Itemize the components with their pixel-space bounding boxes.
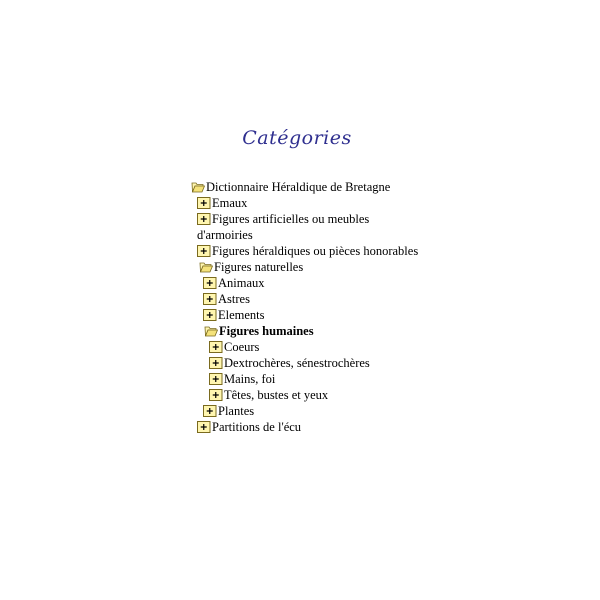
plus-box-icon[interactable] bbox=[203, 277, 217, 289]
tree-node-astres[interactable] bbox=[191, 291, 421, 307]
tree-node-label[interactable]: Figures naturelles bbox=[214, 260, 304, 274]
tree-node-partitions[interactable] bbox=[191, 419, 421, 435]
tree-node-figures-naturelles[interactable] bbox=[191, 259, 421, 275]
tree-node-label[interactable]: Coeurs bbox=[224, 340, 260, 354]
plus-box-icon[interactable] bbox=[209, 373, 223, 385]
tree-node-coeurs[interactable] bbox=[191, 339, 421, 355]
tree-node-label[interactable]: Animaux bbox=[218, 276, 265, 290]
tree-node-elements[interactable] bbox=[191, 307, 421, 323]
tree-node-label[interactable]: Têtes, bustes et yeux bbox=[224, 388, 329, 402]
plus-box-icon[interactable] bbox=[197, 197, 211, 209]
tree-node-emaux[interactable] bbox=[191, 195, 421, 211]
plus-box-icon[interactable] bbox=[203, 293, 217, 305]
tree-node-tetes-bustes[interactable] bbox=[191, 387, 421, 403]
tree-node-figures-humaines[interactable] bbox=[191, 323, 421, 339]
folder-open-icon[interactable] bbox=[199, 261, 213, 273]
plus-box-icon[interactable] bbox=[203, 309, 217, 321]
tree-node-dictionnaire[interactable] bbox=[191, 179, 421, 195]
tree-node-label[interactable]: Figures humaines bbox=[219, 324, 314, 338]
tree-node-label[interactable]: Figures artificielles ou meubles d'armoiries bbox=[197, 212, 370, 242]
plus-box-icon[interactable] bbox=[209, 389, 223, 401]
tree-node-label[interactable]: Dextrochères, sénestrochères bbox=[224, 356, 370, 370]
tree-node-plantes[interactable] bbox=[191, 403, 421, 419]
tree-node-figures-heraldiques[interactable] bbox=[191, 243, 421, 259]
tree-node-label[interactable]: Mains, foi bbox=[224, 372, 276, 386]
tree-node-animaux[interactable] bbox=[191, 275, 421, 291]
tree-node-mains-foi[interactable] bbox=[191, 371, 421, 387]
plus-box-icon[interactable] bbox=[197, 245, 211, 257]
tree-node-label[interactable]: Plantes bbox=[218, 404, 255, 418]
plus-box-icon[interactable] bbox=[203, 405, 217, 417]
plus-box-icon[interactable] bbox=[209, 357, 223, 369]
folder-open-icon[interactable] bbox=[204, 325, 218, 337]
tree-node-label[interactable]: Figures héraldiques ou pièces honorables bbox=[212, 244, 419, 258]
plus-box-icon[interactable] bbox=[209, 341, 223, 353]
tree-node-label[interactable]: Astres bbox=[218, 292, 250, 306]
tree-node-figures-artificielles[interactable] bbox=[191, 211, 421, 243]
page-title: Catégories bbox=[242, 127, 352, 149]
folder-open-icon[interactable] bbox=[191, 181, 205, 193]
tree-node-label[interactable]: Elements bbox=[218, 308, 265, 322]
category-tree bbox=[191, 179, 421, 435]
tree-node-label[interactable]: Emaux bbox=[212, 196, 248, 210]
tree-node-dextrocheres[interactable] bbox=[191, 355, 421, 371]
plus-box-icon[interactable] bbox=[197, 213, 211, 225]
tree-node-label[interactable]: Dictionnaire Héraldique de Bretagne bbox=[206, 180, 391, 194]
plus-box-icon[interactable] bbox=[197, 421, 211, 433]
tree-node-label[interactable]: Partitions de l'écu bbox=[212, 420, 302, 434]
